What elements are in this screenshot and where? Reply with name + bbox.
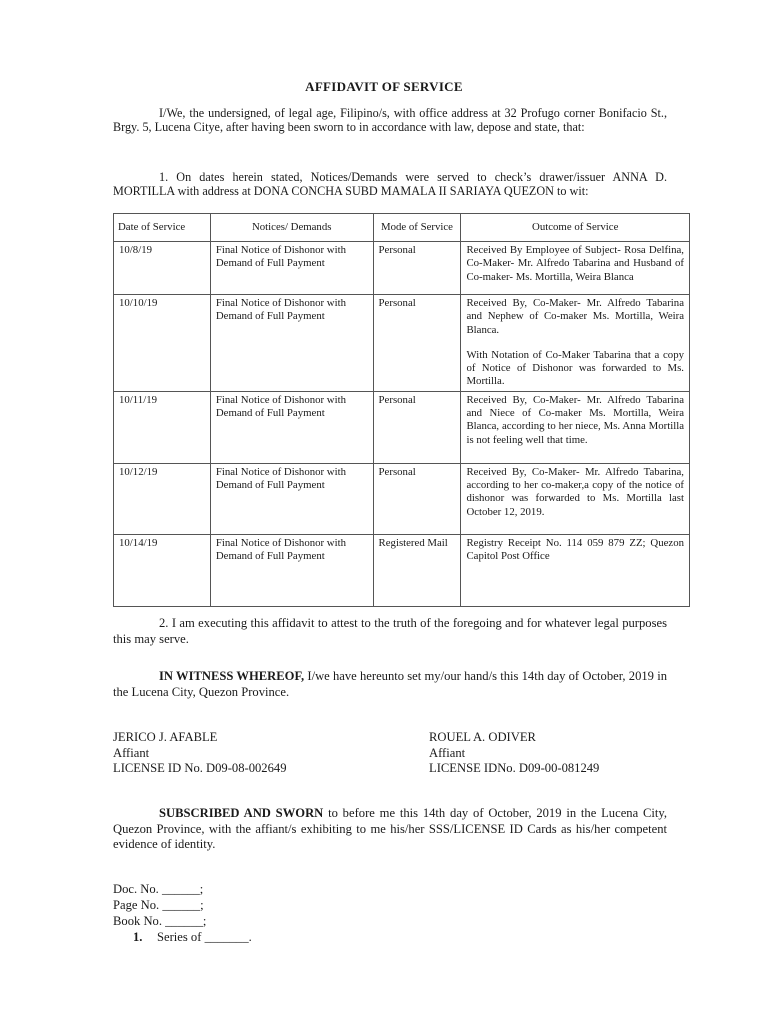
service-table (113, 213, 690, 607)
date-cell: 10/11/19 (114, 391, 211, 463)
table-row (114, 242, 690, 295)
outcome-text: Registry Receipt No. 114 059 879 ZZ; Quezon Capitol Post Office (466, 536, 684, 563)
header-mode: Mode of Service (373, 214, 461, 242)
affiant-role: Affiant (429, 745, 466, 760)
mode-cell: Personal (373, 242, 461, 295)
affiant-block-1 (113, 730, 287, 777)
notice-cell: Final Notice of Dishonor with Demand of Full Payment (210, 463, 373, 534)
intro-paragraph: I/We, the undersigned, of legal age, Filipino/s, with office address at 32 Profugo corner Bonifacio St., Brgy. 5, Lucena Citye, after having been sworn to in accordance with law, depose and state, that: (113, 106, 667, 134)
notice-cell: Final Notice of Dishonor with Demand of Full Payment (210, 391, 373, 463)
table-row (114, 463, 690, 534)
doc-number: Doc. No. ______; (113, 882, 204, 896)
table-row (114, 295, 690, 392)
outcome-text: Received By, Co-Maker- Mr. Alfredo Tabarina, according to her co-maker,a copy of the notice of dishonor was forwarded to Ms. Mortilla last October 12, 2019. (466, 465, 684, 518)
item-1-paragraph: 1. On dates herein stated, Notices/Demands were served to check’s drawer/issuer ANNA D. MORTILLA with address at DONA CONCHA SUBD MAMALA II SARIAYA QUEZON to wit: (113, 170, 667, 198)
notary-details (113, 881, 252, 945)
series-number: 1. (133, 930, 143, 944)
table-row (114, 534, 690, 606)
outcome-text: Received By, Co-Maker- Mr. Alfredo Tabarina and Nephew of Co-maker Ms. Mortilla, Weira Blanca. (466, 297, 684, 336)
outcome-text: Received By, Co-Maker- Mr. Alfredo Tabarina and Niece of Co-maker Ms. Mortilla, Weira Blanca, according to her niece, Ms. Anna Mortilla is not feeling well that time. (466, 393, 684, 446)
table-row (114, 391, 690, 463)
affiant-license: LICENSE ID No. D09-08-002649 (113, 761, 287, 775)
subscribed-text: to before me this 14th day of October, 2019 in the Lucena City, Quezon Province, with the affiant/s exhibiting to me his/her SSS/LICENSE ID Cards as his/her competent evidence of identity. (113, 806, 667, 851)
mode-cell: Personal (373, 463, 461, 534)
affiant-role: Affiant (113, 745, 150, 760)
affiant-block-2 (429, 730, 599, 777)
date-cell: 10/12/19 (114, 463, 211, 534)
header-notices: Notices/ Demands (210, 214, 373, 242)
outcome-cell (461, 295, 690, 392)
date-cell: 10/8/19 (114, 242, 211, 295)
affiant-name: ROUEL A. ODIVER (429, 730, 536, 744)
mode-cell: Registered Mail (373, 534, 461, 606)
witness-text: I/we have hereunto set my/our hand/s this 14th day of October, 2019 in the Lucena City, Quezon Province. (113, 669, 667, 699)
outcome-notation: With Notation of Co-Maker Tabarina that a copy of Notice of Dishonor was forwarded to Ms. Mortilla. (466, 348, 684, 388)
witness-paragraph (113, 669, 667, 700)
notice-cell: Final Notice of Dishonor with Demand of Full Payment (210, 534, 373, 606)
document-title: AFFIDAVIT OF SERVICE (305, 79, 463, 94)
item-2-paragraph: 2. I am executing this affidavit to attest to the truth of the foregoing and for whatever legal purposes this may serve. (113, 616, 667, 646)
notice-cell: Final Notice of Dishonor with Demand of Full Payment (210, 295, 373, 392)
outcome-cell (461, 242, 690, 295)
book-number: Book No. ______; (113, 914, 207, 928)
series-line (113, 929, 252, 945)
page-number: Page No. ______; (113, 898, 204, 912)
mode-cell: Personal (373, 391, 461, 463)
outcome-cell (461, 463, 690, 534)
outcome-cell (461, 391, 690, 463)
outcome-text: Received By Employee of Subject- Rosa Delfina, Co-Maker- Mr. Alfredo Tabarina and Husband of Co-maker- Ms. Mortilla, Weira Blanca (466, 244, 684, 283)
header-date: Date of Service (114, 214, 211, 242)
date-cell: 10/14/19 (114, 534, 211, 606)
table-header-row (114, 214, 690, 242)
mode-cell: Personal (373, 295, 461, 392)
affiant-license: LICENSE IDNo. D09-00-081249 (429, 761, 600, 775)
subscribed-paragraph (113, 806, 667, 853)
outcome-cell (461, 534, 690, 606)
affiant-name: JERICO J. AFABLE (113, 730, 218, 744)
subscribed-lead: SUBSCRIBED AND SWORN (159, 806, 324, 820)
date-cell: 10/10/19 (114, 295, 211, 392)
series-text: Series of _______. (157, 930, 252, 944)
witness-lead: IN WITNESS WHEREOF, (159, 669, 305, 683)
header-outcome: Outcome of Service (461, 214, 690, 242)
notice-cell: Final Notice of Dishonor with Demand of Full Payment (210, 242, 373, 295)
